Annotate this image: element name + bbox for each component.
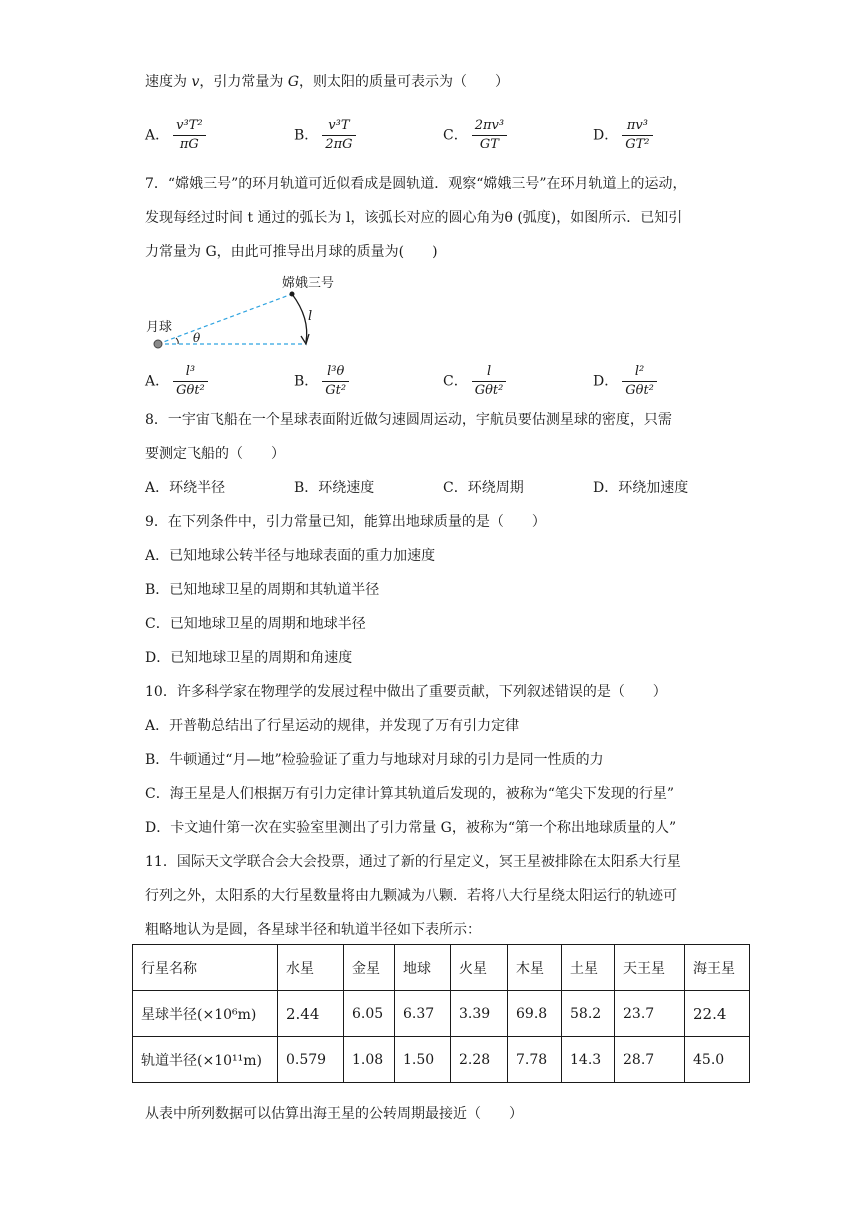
option-letter: C． — [443, 127, 468, 144]
q8-option-d[interactable]: D．环绕加速度 — [593, 480, 689, 496]
table-cell: 0.579 — [278, 1037, 344, 1083]
table-header-cell: 星球半径(×10⁶m) — [133, 991, 278, 1037]
option-fraction — [322, 364, 349, 399]
q7-option-a[interactable] — [145, 364, 208, 399]
table-cell: 7.78 — [508, 1037, 562, 1083]
table-cell: 金星 — [344, 945, 395, 991]
fraction-denominator: Gθt² — [474, 383, 504, 398]
table-row — [133, 1037, 750, 1083]
q8-stem-line2: 要测定飞船的（ ） — [145, 446, 285, 462]
angle-label: θ — [193, 331, 201, 345]
table-cell: 1.08 — [344, 1037, 395, 1083]
angle-arc — [176, 338, 178, 344]
table-cell: 3.39 — [451, 991, 508, 1037]
q9-option-c[interactable]: C．已知地球卫星的周期和地球半径 — [145, 616, 366, 632]
orbit-diagram-svg — [140, 270, 360, 356]
arc-arrow-icon — [301, 334, 309, 344]
q6-option-b[interactable] — [294, 118, 356, 153]
fraction-numerator: l — [472, 364, 507, 382]
fraction-numerator: l³ — [173, 364, 208, 382]
table-row — [133, 991, 750, 1037]
q6-var-g: G — [287, 74, 300, 90]
orbit-diagram — [140, 270, 360, 356]
radius-line-upper — [158, 294, 292, 344]
q8-option-b[interactable]: B．环绕速度 — [294, 480, 375, 496]
table-cell: 45.0 — [685, 1037, 750, 1083]
fraction-numerator: v³T — [322, 118, 355, 136]
q11-stem-line2: 行列之外，太阳系的大行星数量将由九颗减为八颗．若将八大行星绕太阳运行的轨迹可 — [145, 888, 677, 904]
q11-stem-line3: 粗略地认为是圆，各星球半径和轨道半径如下表所示： — [145, 922, 481, 938]
satellite-icon — [290, 292, 295, 297]
table-cell: 天王星 — [615, 945, 685, 991]
option-fraction — [472, 364, 507, 399]
table-cell: 2.44 — [278, 991, 344, 1037]
q9-stem: 9．在下列条件中，引力常量已知，能算出地球质量的是（ ） — [145, 514, 546, 530]
table-cell: 14.3 — [562, 1037, 615, 1083]
option-fraction — [622, 364, 657, 399]
option-fraction — [622, 118, 652, 153]
option-fraction — [173, 364, 208, 399]
q7-stem-line3: 力常量为 G，由此可推导出月球的质量为( ) — [145, 244, 438, 260]
q6-stem-tail — [145, 72, 509, 92]
table-row — [133, 945, 750, 991]
table-cell: 地球 — [395, 945, 451, 991]
q6-option-d[interactable] — [593, 118, 653, 153]
option-fraction — [472, 118, 507, 153]
option-letter: C． — [443, 373, 468, 390]
table-cell: 海王星 — [685, 945, 750, 991]
q8-option-c[interactable]: C．环绕周期 — [443, 480, 524, 496]
q10-stem: 10．许多科学家在物理学的发展过程中做出了重要贡献，下列叙述错误的是（ ） — [145, 684, 667, 700]
q8-stem-line1: 8．一宇宙飞船在一个星球表面附近做匀速圆周运动，宇航员要估测星球的密度，只需 — [145, 412, 672, 428]
option-letter: B． — [294, 373, 319, 390]
q6-mid: ，引力常量为 — [199, 74, 288, 90]
q11-question-footer: 从表中所列数据可以估算出海王星的公转周期最接近（ ） — [145, 1106, 523, 1122]
arc-path — [292, 294, 307, 342]
fraction-denominator: 2πG — [325, 137, 353, 152]
table-cell: 69.8 — [508, 991, 562, 1037]
q6-var-v: v — [191, 74, 200, 90]
table-cell: 火星 — [451, 945, 508, 991]
option-letter: B． — [294, 127, 319, 144]
arc-label: l — [308, 309, 313, 324]
table-cell: 23.7 — [615, 991, 685, 1037]
q10-option-c[interactable]: C．海王星是人们根据万有引力定律计算其轨道后发现的，被称为“笔尖下发现的行星” — [145, 786, 675, 802]
option-fraction — [322, 118, 355, 153]
table-cell: 22.4 — [685, 991, 750, 1037]
table-cell: 2.28 — [451, 1037, 508, 1083]
table-cell: 土星 — [562, 945, 615, 991]
option-letter: A． — [145, 373, 170, 390]
moon-label: 月球 — [146, 320, 173, 335]
planet-data-table — [132, 944, 750, 1083]
table-cell: 1.50 — [395, 1037, 451, 1083]
q10-option-a[interactable]: A．开普勒总结出了行星运动的规律，并发现了万有引力定律 — [145, 718, 520, 734]
table-cell: 6.05 — [344, 991, 395, 1037]
option-letter: A． — [145, 127, 170, 144]
moon-icon — [154, 340, 162, 348]
fraction-numerator: l² — [622, 364, 657, 382]
table-cell: 28.7 — [615, 1037, 685, 1083]
table-header-cell: 行星名称 — [133, 945, 278, 991]
fraction-denominator: Gt² — [325, 383, 347, 398]
satellite-label: 嫦娥三号 — [282, 276, 335, 291]
table-header-cell: 轨道半径(×10¹¹m) — [133, 1037, 278, 1083]
q9-option-a[interactable]: A．已知地球公转半径与地球表面的重力加速度 — [145, 548, 436, 564]
fraction-numerator: πv³ — [622, 118, 652, 136]
option-fraction — [173, 118, 205, 153]
fraction-denominator: Gθt² — [625, 383, 654, 398]
q8-option-a[interactable]: A．环绕半径 — [145, 480, 226, 496]
q6-suffix: ，则太阳的质量可表示为（ ） — [299, 74, 510, 90]
q7-option-b[interactable] — [294, 364, 349, 399]
q7-stem-line2: 发现每经过时间 t 通过的弧长为 l，该弧长对应的圆心角为θ (弧度)，如图所示．已知引 — [145, 210, 683, 226]
fraction-numerator: l³θ — [322, 364, 349, 382]
option-letter: D． — [593, 373, 619, 390]
option-letter: D． — [593, 127, 619, 144]
q11-stem-line1: 11．国际天文学联合会大会投票，通过了新的行星定义，冥王星被排除在太阳系大行星 — [145, 854, 681, 870]
fraction-denominator: GT — [479, 137, 499, 152]
q10-option-b[interactable]: B．牛顿通过“月—地”检验验证了重力与地球对月球的引力是同一性质的力 — [145, 752, 604, 768]
fraction-denominator: GT² — [625, 137, 650, 152]
q10-option-d[interactable]: D．卡文迪什第一次在实验室里测出了引力常量 G，被称为“第一个称出地球质量的人” — [145, 820, 677, 836]
fraction-denominator: Gθt² — [176, 383, 205, 398]
q6-option-c[interactable] — [443, 118, 507, 153]
q6-option-a[interactable] — [145, 118, 206, 153]
fraction-denominator: πG — [179, 137, 199, 152]
table-cell: 水星 — [278, 945, 344, 991]
q7-stem-line1: 7．“嫦娥三号”的环月轨道可近似看成是圆轨道．观察“嫦娥三号”在环月轨道上的运动， — [145, 176, 687, 192]
q9-option-b[interactable]: B．已知地球卫星的周期和其轨道半径 — [145, 582, 380, 598]
q9-option-d[interactable]: D．已知地球卫星的周期和角速度 — [145, 650, 353, 666]
q7-option-c[interactable] — [443, 364, 506, 399]
table-cell: 58.2 — [562, 991, 615, 1037]
fraction-numerator: 2πv³ — [472, 118, 507, 136]
fraction-numerator: v³T² — [173, 118, 205, 136]
q7-option-d[interactable] — [593, 364, 657, 399]
table-cell: 6.37 — [395, 991, 451, 1037]
table-cell: 木星 — [508, 945, 562, 991]
q6-prefix: 速度为 — [145, 74, 192, 90]
